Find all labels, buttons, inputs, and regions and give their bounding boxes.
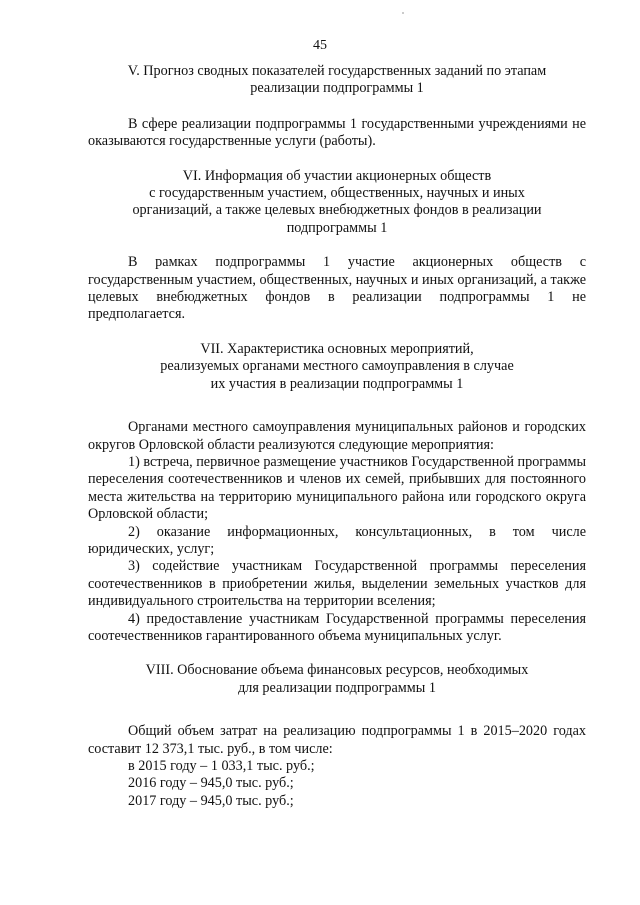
- funding-year-line: 2017 году – 945,0 тыс. руб.;: [128, 792, 294, 809]
- measure-list-item: 2) оказание информационных, консультационных, в том числе юридических, услуг;: [88, 523, 586, 557]
- section-6-heading: [88, 168, 586, 238]
- section-5-paragraph: В сфере реализации подпрограммы 1 государственными учреждениями не оказываются государственные услуги (работы).: [88, 115, 586, 150]
- document-body: [88, 63, 586, 810]
- section-6-heading-line: с государственным участием, общественных, научных и иных: [149, 185, 525, 202]
- section-8-heading: [88, 662, 586, 697]
- scan-speck: [402, 12, 404, 14]
- section-6-heading-line: подпрограммы 1: [286, 219, 388, 236]
- page-number: 45: [313, 38, 327, 53]
- section-7-heading-line: VII. Характеристика основных мероприятий,: [200, 340, 474, 357]
- funding-year-line: в 2015 году – 1 033,1 тыс. руб.;: [128, 758, 315, 774]
- section-8-heading-line: VIII. Обоснование объема финансовых ресурсов, необходимых: [145, 662, 529, 679]
- section-5-heading-line: V. Прогноз сводных показателей государственных заданий по этапам: [127, 63, 547, 79]
- section-7-heading-line: их участия в реализации подпрограммы 1: [210, 375, 464, 392]
- section-7-intro: Органами местного самоуправления муниципальных районов и городских округов Орловской области реализуются следующие мероприятия:: [88, 419, 586, 453]
- measure-list-item: 3) содействие участникам Государственной программы переселения соотечественников в приобретении жилья, выделении земельных участков для индивидуального строительства на территории вселения;: [88, 558, 586, 610]
- section-5-heading: [88, 63, 586, 98]
- funding-year-line: 2016 году – 945,0 тыс. руб.;: [128, 775, 294, 792]
- section-5-heading-line: реализации подпрограммы 1: [250, 80, 424, 97]
- section-6-paragraph: В рамках подпрограммы 1 участие акционерных обществ с государственным участием, общественных, научных и иных организаций, а также целевых внебюджетных фондов в реализации подпрограммы 1 не предполагается.: [88, 254, 586, 323]
- measure-list-item: 4) предоставление участникам Государственной программы переселения соотечественников гарантированного объема муниципальных услуг.: [88, 610, 586, 644]
- section-7-heading-line: реализуемых органами местного самоуправления в случае: [160, 358, 514, 375]
- section-8-paragraph: Общий объем затрат на реализацию подпрограммы 1 в 2015–2020 годах составит 12 373,1 тыс. руб., в том числе:: [88, 723, 586, 757]
- measure-list-item: 1) встреча, первичное размещение участников Государственной программы переселения соотечественников и членов их семей, прибывших для постоянного места жительства на территорию муниципального района или городского округа Орловской области;: [88, 453, 586, 523]
- section-6-heading-line: организаций, а также целевых внебюджетных фондов в реализации: [132, 202, 542, 219]
- section-6-heading-line: VI. Информация об участии акционерных обществ: [182, 167, 492, 184]
- section-8-heading-line: для реализации подпрограммы 1: [238, 679, 436, 696]
- section-7-heading: [88, 341, 586, 393]
